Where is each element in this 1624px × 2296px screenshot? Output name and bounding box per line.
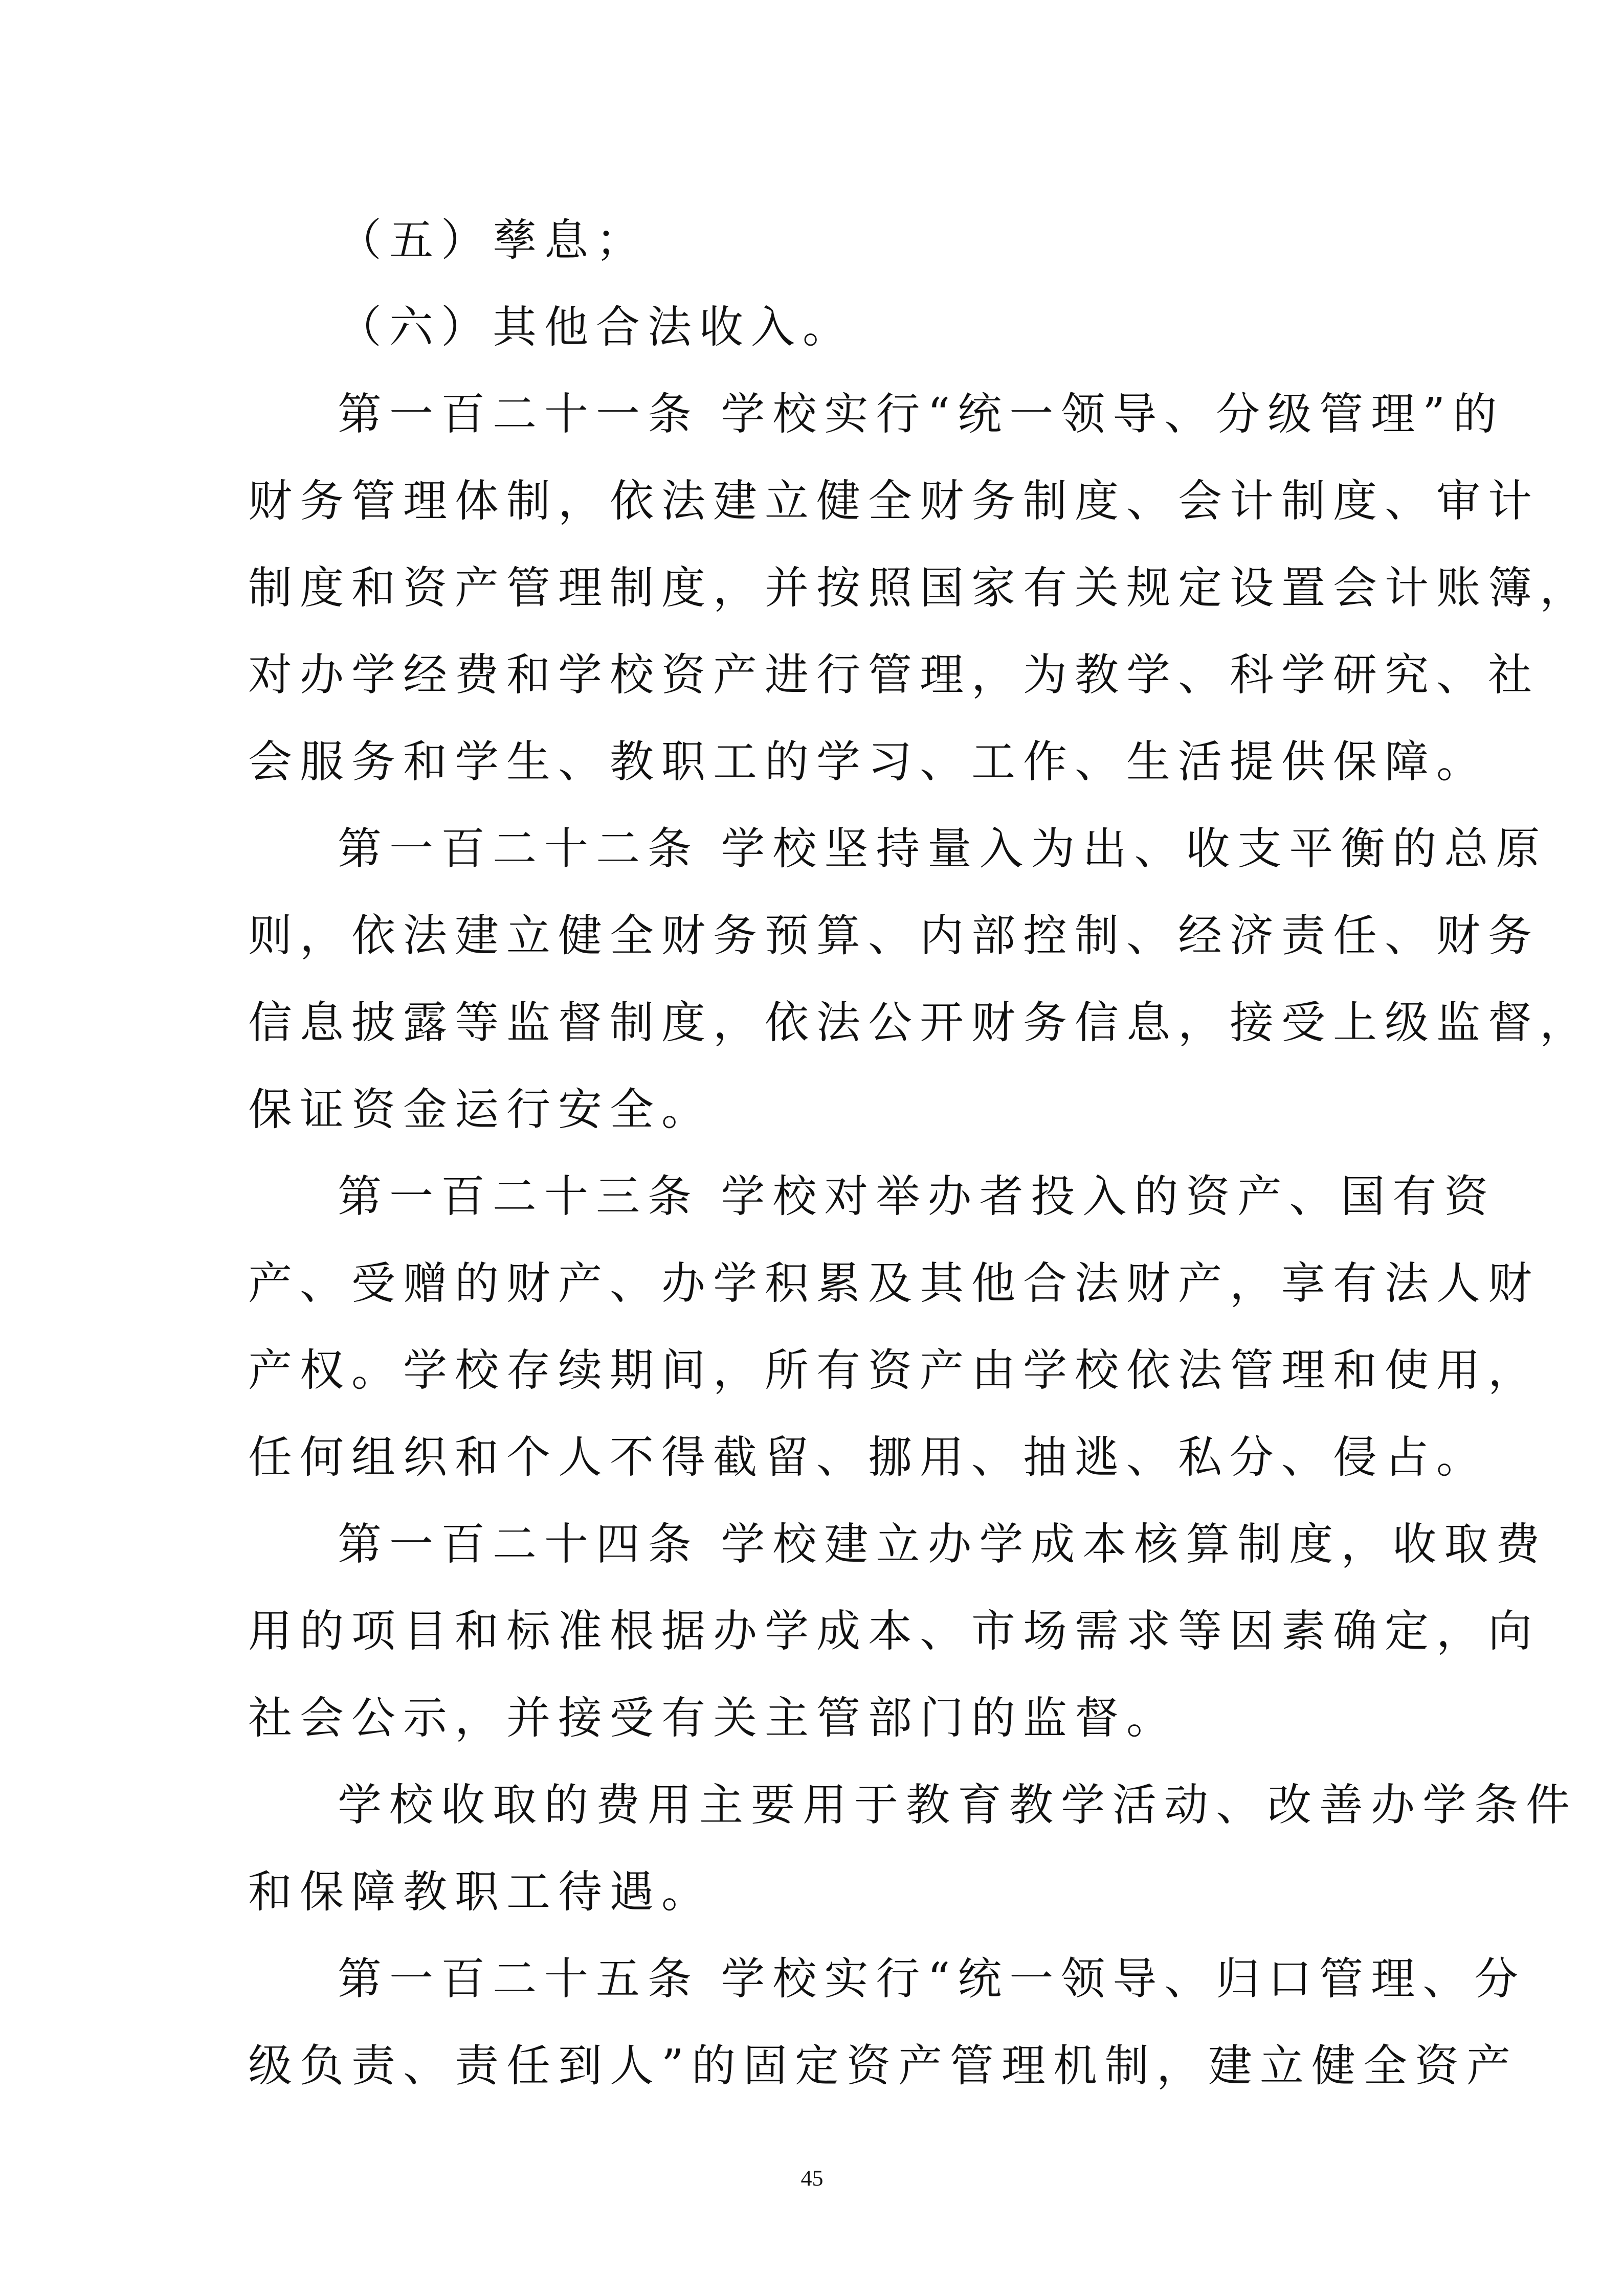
article-121-line-4: 对办学经费和学校资产进行管理，为教学、科学研究、社 bbox=[248, 649, 1540, 701]
article-123-line-1: 第一百二十三条 学校对举办者投入的资产、国有资 bbox=[338, 1171, 1496, 1222]
article-121-line-5: 会服务和学生、教职工的学习、工作、生活提供保障。 bbox=[248, 736, 1488, 787]
article-125-line-1: 第一百二十五条 学校实行“统一领导、归口管理、分 bbox=[338, 1953, 1526, 2005]
article-121-line-2: 财务管理体制，依法建立健全财务制度、会计制度、审计 bbox=[248, 476, 1540, 527]
article-124-line-1: 第一百二十四条 学校建立办学成本核算制度，收取费 bbox=[338, 1519, 1548, 1570]
page-number: 45 bbox=[800, 2166, 824, 2191]
article-122-line-4: 保证资金运行安全。 bbox=[248, 1084, 713, 1135]
clause-item-5: （五）孳息； bbox=[338, 215, 648, 266]
article-121-line-3: 制度和资产管理制度，并按照国家有关规定设置会计账簿， bbox=[248, 562, 1591, 614]
article-125-line-2: 级负责、责任到人”的固定资产管理机制，建立健全资产 bbox=[248, 2040, 1518, 2091]
article-124-para-2-line-1: 学校收取的费用主要用于教育教学活动、改善办学条件 bbox=[338, 1780, 1577, 1831]
article-122-line-2: 则，依法建立健全财务预算、内部控制、经济责任、财务 bbox=[248, 910, 1540, 961]
article-123-line-4: 任何组织和个人不得截留、挪用、抽逃、私分、侵占。 bbox=[248, 1432, 1488, 1483]
article-123-line-3: 产权。学校存续期间，所有资产由学校依法管理和使用， bbox=[248, 1345, 1540, 1396]
article-124-line-3: 社会公示，并接受有关主管部门的监督。 bbox=[248, 1693, 1178, 1744]
article-122-line-1: 第一百二十二条 学校坚持量入为出、收支平衡的总原 bbox=[338, 823, 1548, 874]
article-124-line-2: 用的项目和标准根据办学成本、市场需求等因素确定，向 bbox=[248, 1606, 1540, 1657]
clause-item-6: （六）其他合法收入。 bbox=[338, 302, 854, 353]
article-121-line-1: 第一百二十一条 学校实行“统一领导、分级管理”的 bbox=[338, 389, 1505, 440]
article-124-para-2-line-2: 和保障教职工待遇。 bbox=[248, 1866, 713, 1918]
article-123-line-2: 产、受赠的财产、办学积累及其他合法财产，享有法人财 bbox=[248, 1258, 1540, 1309]
article-122-line-3: 信息披露等监督制度，依法公开财务信息，接受上级监督， bbox=[248, 997, 1591, 1048]
